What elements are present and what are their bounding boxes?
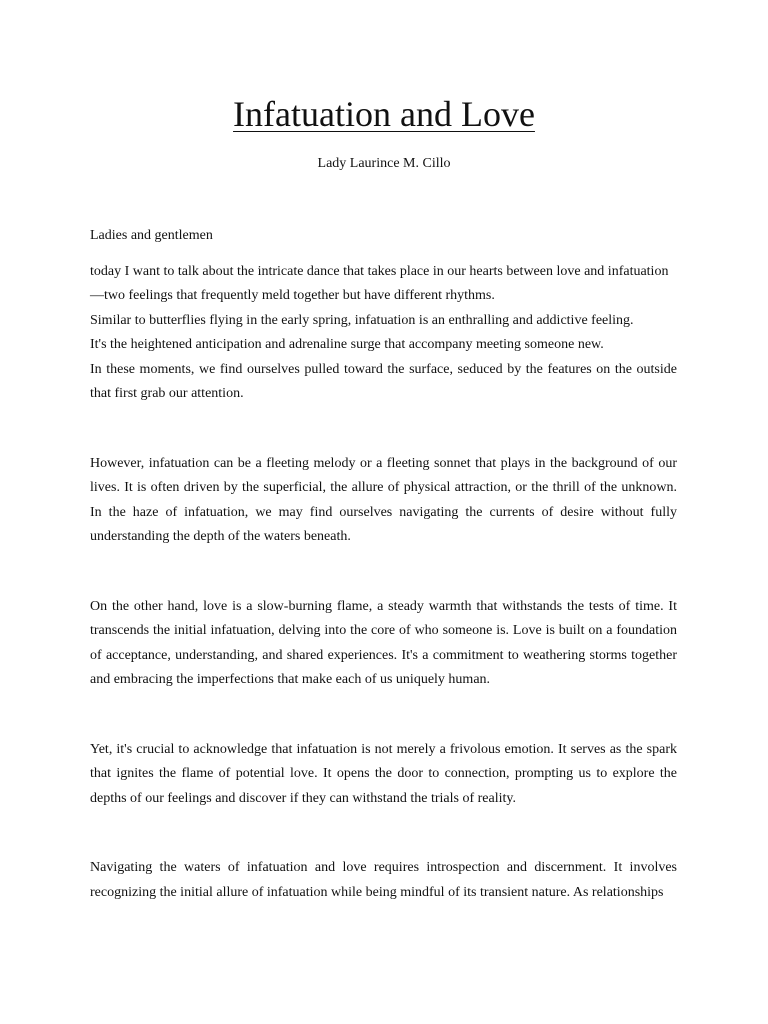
body-paragraph: Navigating the waters of infatuation and love requires introspection and discernment. It involves recognizing the initial allure of infatuation while being mindful of its transient nature. As relationships	[90, 860, 677, 900]
intro-line: In these moments, we find ourselves pulled toward the surface, seduced by the features on the outside that first grab our attention.	[90, 361, 677, 401]
paragraph-gap	[90, 693, 677, 738]
intro-line: today I want to talk about the intricate dance that takes place in our hearts between love and infatuation—two feelings that frequently meld together but have different rhythms.	[90, 263, 669, 303]
paragraph-gap	[90, 407, 677, 452]
document-body	[90, 224, 677, 905]
intro-line: It's the heightened anticipation and adrenaline surge that accompany meeting someone new.	[90, 337, 604, 352]
body-paragraph: However, infatuation can be a fleeting melody or a fleeting sonnet that plays in the background of our lives. It is often driven by the superficial, the allure of physical attraction, or the thrill of the unknown. In the haze of infatuation, we may find ourselves navigating the currents of desire without fully understanding the depth of the waters beneath.	[90, 455, 677, 544]
paragraph-gap	[90, 550, 677, 595]
document-author: Lady Laurince M. Cillo	[317, 156, 451, 171]
document-title: Infatuation and Love	[233, 94, 535, 134]
body-paragraph: Yet, it's crucial to acknowledge that infatuation is not merely a frivolous emotion. It serves as the spark that ignites the flame of potential love. It opens the door to connection, prompting us to explore the depths of our feelings and discover if they can withstand the trials of reality.	[90, 741, 677, 806]
body-paragraph: On the other hand, love is a slow-burning flame, a steady warmth that withstands the tests of time. It transcends the initial infatuation, delving into the core of who someone is. Love is built on a foundation of acceptance, understanding, and shared experiences. It's a commitment to weathering storms together and embracing the imperfections that make each of us uniquely human.	[90, 598, 677, 687]
salutation: Ladies and gentlemen	[90, 228, 213, 243]
intro-line: Similar to butterflies flying in the early spring, infatuation is an enthralling and addictive feeling.	[90, 312, 634, 328]
paragraph-gap	[90, 811, 677, 856]
